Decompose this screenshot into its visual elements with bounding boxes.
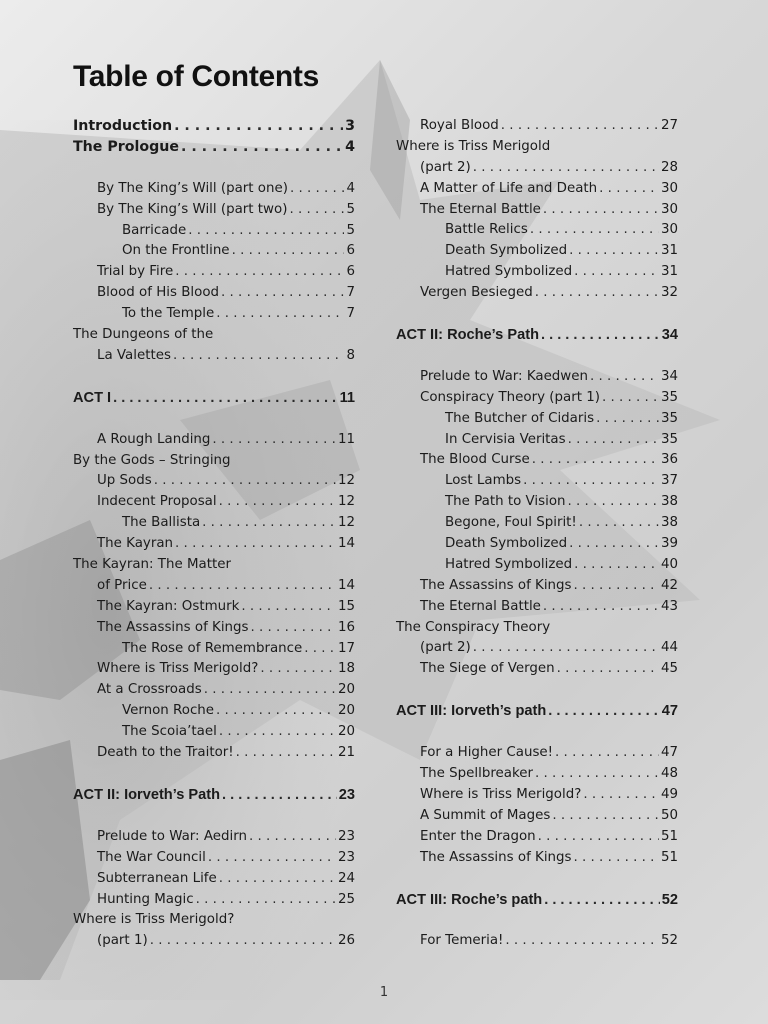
toc-entry-page: 20 — [337, 682, 355, 698]
toc-entry-title: By The King’s Will (part two) — [97, 201, 288, 217]
toc-entry-title: ACT I — [73, 389, 112, 406]
toc-entry-page: 45 — [660, 661, 678, 677]
toc-entry[interactable] — [73, 743, 355, 764]
dot-leader — [548, 701, 659, 722]
toc-entry[interactable] — [73, 597, 355, 618]
toc-entry-title: Prelude to War: Kaedwen — [420, 368, 588, 384]
toc-entry-title: The Rose of Remembrance — [122, 640, 303, 656]
dot-leader — [196, 890, 336, 911]
toc-entry-title: The Kayran — [97, 536, 174, 552]
section-spacer — [73, 806, 355, 827]
dot-leader — [188, 221, 344, 242]
toc-entry-title: Up Sods — [97, 473, 152, 489]
dot-leader — [154, 471, 336, 492]
dot-leader — [222, 785, 337, 806]
toc-entry-title: Barricade — [122, 222, 187, 238]
section-spacer — [73, 158, 355, 179]
dot-leader — [113, 388, 337, 409]
dot-leader — [568, 492, 659, 513]
toc-entry[interactable] — [73, 262, 355, 283]
dot-leader — [543, 200, 659, 221]
toc-entry-page: 23 — [338, 786, 355, 803]
toc-section-heading[interactable] — [73, 388, 355, 409]
dot-leader — [236, 743, 336, 764]
toc-entry-title: Trial by Fire — [97, 264, 174, 280]
dot-leader — [569, 534, 659, 555]
toc-entry-page: 21 — [337, 745, 355, 761]
dot-leader — [219, 492, 336, 513]
toc-entry[interactable] — [73, 492, 355, 513]
dot-leader — [530, 220, 659, 241]
toc-entry[interactable] — [73, 869, 355, 890]
dot-leader — [232, 241, 345, 262]
section-spacer — [396, 910, 678, 931]
toc-entry[interactable] — [73, 639, 355, 660]
dot-leader — [219, 722, 336, 743]
toc-entry-title: The Assassins of Kings — [97, 619, 249, 635]
toc-entry-page: 7 — [346, 306, 355, 322]
toc-entry-title: Enter the Dragon — [420, 828, 536, 844]
toc-entry[interactable] — [396, 262, 678, 283]
section-spacer — [396, 346, 678, 367]
toc-entry-line: Where is Triss Merigold? — [73, 912, 235, 928]
toc-entry-title: Where is Triss Merigold? — [420, 786, 582, 802]
toc-entry-page: 12 — [337, 494, 355, 510]
toc-entry[interactable] — [396, 283, 678, 304]
toc-entry-page: 52 — [661, 891, 678, 908]
dot-leader — [216, 701, 336, 722]
toc-entry-page: 49 — [660, 786, 678, 802]
toc-entry-page: 4 — [346, 180, 355, 196]
toc-entry-title: La Valettes — [97, 347, 171, 363]
toc-entry[interactable] — [73, 179, 355, 200]
toc-entry-title: The Eternal Battle — [420, 598, 541, 614]
toc-entry-page: 6 — [346, 243, 355, 259]
toc-entry-title: The War Council — [97, 849, 206, 865]
toc-entry-title: The Butcher of Cidaris — [445, 410, 595, 426]
toc-entry[interactable] — [396, 764, 678, 785]
toc-entry-line: The Conspiracy Theory — [396, 619, 551, 635]
toc-entry[interactable] — [73, 283, 355, 304]
section-spacer — [73, 764, 355, 785]
dot-leader — [505, 931, 659, 952]
toc-entry-page: 30 — [660, 180, 678, 196]
toc-entry[interactable] — [396, 827, 678, 848]
toc-entry[interactable] — [73, 513, 355, 534]
toc-entry-page: 35 — [660, 431, 678, 447]
toc-entry-page: 7 — [346, 285, 355, 301]
toc-entry[interactable] — [396, 806, 678, 827]
toc-entry-page: 48 — [660, 766, 678, 782]
toc-entry-title: On the Frontline — [122, 243, 230, 259]
toc-entry-title: (part 1) — [97, 933, 148, 949]
toc-entry-page: 34 — [661, 327, 678, 344]
toc-entry[interactable] — [73, 680, 355, 701]
toc-entry-title: By The King’s Will (part one) — [97, 180, 288, 196]
dot-leader — [599, 179, 659, 200]
toc-entry-page: 11 — [337, 431, 355, 447]
toc-entry-page: 20 — [337, 724, 355, 740]
dot-leader — [202, 513, 336, 534]
dot-leader — [174, 116, 343, 137]
toc-entry-title: Vernon Roche — [122, 703, 215, 719]
toc-entry-title: of Price — [97, 577, 147, 593]
dot-leader — [555, 743, 659, 764]
toc-entry-page: 35 — [660, 410, 678, 426]
toc-entry-title: Battle Relics — [445, 222, 528, 238]
dot-leader — [596, 409, 659, 430]
toc-entry-page: 36 — [660, 452, 678, 468]
toc-entry-title: Death Symbolized — [445, 536, 568, 552]
toc-entry-title: At a Crossroads — [97, 682, 202, 698]
toc-entry-page: 17 — [337, 640, 355, 656]
toc-entry-title: Royal Blood — [420, 118, 499, 133]
toc-entry-page: 42 — [660, 577, 678, 593]
dot-leader — [473, 158, 659, 179]
toc-entry[interactable] — [396, 158, 678, 179]
toc-entry-page: 39 — [660, 536, 678, 552]
toc-entry[interactable] — [396, 848, 678, 869]
toc-entry-title: To the Temple — [122, 306, 215, 322]
toc-entry-page: 14 — [337, 536, 355, 552]
toc-entry[interactable] — [396, 367, 678, 388]
toc-entry[interactable] — [73, 534, 355, 555]
toc-entry-page: 27 — [660, 118, 678, 133]
toc-section-heading[interactable] — [396, 890, 678, 911]
toc-entry[interactable] — [396, 785, 678, 806]
toc-entry-title: Indecent Proposal — [97, 494, 217, 510]
toc-entry[interactable] — [396, 576, 678, 597]
toc-entry-title: The Prologue — [73, 138, 179, 155]
toc-entry-title: Begone, Foul Spirit! — [445, 515, 577, 531]
dot-leader — [204, 680, 336, 701]
toc-entry-title: The Blood Curse — [420, 452, 530, 468]
toc-entry-title: Where is Triss Merigold? — [97, 661, 259, 677]
toc-entry[interactable] — [73, 722, 355, 743]
toc-entry-title: The Path to Vision — [445, 494, 566, 510]
dot-leader — [574, 848, 659, 869]
toc-entry-title: Death Symbolized — [445, 243, 568, 259]
toc-entry[interactable] — [73, 827, 355, 848]
toc-entry-title: A Summit of Mages — [420, 807, 551, 823]
toc-section-heading[interactable] — [73, 785, 355, 806]
toc-entry[interactable] — [73, 931, 355, 952]
toc-entry[interactable] — [73, 346, 355, 367]
toc-entry[interactable] — [73, 618, 355, 639]
toc-entry-title: Subterranean Life — [97, 870, 217, 886]
dot-leader — [568, 430, 659, 451]
toc-entry-page: 5 — [346, 222, 355, 238]
toc-entry-page: 52 — [660, 933, 678, 949]
toc-entry-page: 40 — [660, 556, 678, 572]
toc-entry[interactable] — [396, 116, 678, 137]
toc-entry-page: 3 — [345, 118, 355, 134]
toc-entry[interactable] — [73, 200, 355, 221]
toc-entry-page: 30 — [660, 201, 678, 217]
toc-entry-page: 31 — [660, 243, 678, 259]
toc-entry-title: The Assassins of Kings — [420, 849, 572, 865]
toc-entry-page: 5 — [346, 201, 355, 217]
dot-leader — [149, 576, 336, 597]
toc-section-heading[interactable] — [396, 325, 678, 346]
toc-entry[interactable] — [396, 492, 678, 513]
toc-entry-title: Blood of His Blood — [97, 285, 220, 301]
section-spacer — [396, 304, 678, 325]
toc-entry-title: For Temeria! — [420, 933, 504, 949]
toc-entry-title: In Cervisia Veritas — [445, 431, 566, 447]
toc-entry[interactable] — [73, 659, 355, 680]
toc-entry[interactable] — [73, 848, 355, 869]
toc-entry[interactable] — [396, 471, 678, 492]
toc-entry-page: 44 — [660, 640, 678, 656]
toc-entry-page: 11 — [339, 389, 355, 406]
toc-entry-title: Hatred Symbolized — [445, 556, 573, 572]
dot-leader — [523, 471, 659, 492]
toc-entry[interactable] — [73, 430, 355, 451]
toc-left-column — [73, 116, 355, 952]
toc-entry-page: 6 — [346, 264, 355, 280]
toc-entry-page: 16 — [337, 619, 355, 635]
toc-entry-page: 20 — [337, 703, 355, 719]
toc-entry-title: (part 2) — [420, 640, 471, 656]
toc-entry[interactable] — [396, 638, 678, 659]
toc-entry-page: 24 — [337, 870, 355, 886]
toc-entry-page: 12 — [337, 473, 355, 489]
toc-entry[interactable] — [396, 534, 678, 555]
toc-entry-page: 28 — [660, 159, 678, 175]
dot-leader — [541, 325, 660, 346]
dot-leader — [569, 241, 659, 262]
dot-leader — [552, 806, 659, 827]
toc-entry-title: Introduction — [73, 118, 173, 134]
dot-leader — [574, 262, 659, 283]
toc-entry-page: 30 — [660, 222, 678, 238]
toc-entry-page: 38 — [660, 515, 678, 531]
toc-entry-page: 47 — [660, 745, 678, 761]
dot-leader — [249, 827, 336, 848]
toc-entry-title: ACT III: Iorveth’s path — [396, 703, 547, 720]
dot-leader — [574, 576, 659, 597]
toc-section-heading[interactable] — [73, 116, 355, 137]
dot-leader — [538, 827, 659, 848]
dot-leader — [251, 618, 336, 639]
toc-entry-page: 50 — [660, 807, 678, 823]
dot-leader — [241, 597, 336, 618]
section-spacer — [396, 722, 678, 743]
dot-leader — [583, 785, 659, 806]
toc-entry-page: 18 — [337, 661, 355, 677]
toc-entry-page: 43 — [660, 598, 678, 614]
toc-entry-line: By the Gods – Stringing — [73, 452, 231, 468]
toc-entry-page: 31 — [660, 264, 678, 280]
toc-entry-line: Where is Triss Merigold — [396, 138, 551, 154]
dot-leader — [212, 430, 336, 451]
toc-section-heading[interactable] — [396, 701, 678, 722]
toc-entry-page: 51 — [660, 849, 678, 865]
page-number: 1 — [379, 985, 389, 1000]
toc-entry-title: The Kayran: Ostmurk — [97, 598, 240, 614]
toc-entry[interactable] — [73, 221, 355, 242]
toc-entry[interactable] — [396, 659, 678, 680]
toc-entry[interactable] — [73, 576, 355, 597]
toc-entry[interactable] — [73, 890, 355, 911]
toc-entry-page: 4 — [345, 138, 355, 155]
toc-entry-title: A Rough Landing — [97, 431, 211, 447]
toc-entry[interactable] — [396, 388, 678, 409]
section-spacer — [73, 409, 355, 430]
toc-entry-title: Hatred Symbolized — [445, 264, 573, 280]
dot-leader — [557, 659, 659, 680]
toc-entry[interactable] — [73, 701, 355, 722]
toc-entry-title: Conspiracy Theory (part 1) — [420, 389, 600, 405]
toc-entry-page: 26 — [337, 933, 355, 949]
toc-entry-page: 32 — [660, 285, 678, 301]
toc-entry-title: Lost Lambs — [445, 473, 522, 489]
toc-entry-page: 15 — [337, 598, 355, 614]
toc-entry-title: The Scoia’tael — [122, 724, 217, 740]
toc-entry-page: 34 — [660, 368, 678, 384]
toc-entry-title: Prelude to War: Aedirn — [97, 828, 247, 844]
page-title: Table of Contents — [73, 60, 320, 93]
toc-entry[interactable] — [396, 409, 678, 430]
section-spacer — [396, 869, 678, 890]
dot-leader — [260, 659, 336, 680]
toc-entry-page: 8 — [346, 347, 355, 363]
dot-leader — [304, 639, 336, 660]
section-spacer — [73, 367, 355, 388]
section-spacer — [396, 680, 678, 701]
toc-entry-title: The Assassins of Kings — [420, 577, 572, 593]
dot-leader — [602, 388, 659, 409]
dot-leader — [501, 116, 659, 137]
toc-entry[interactable] — [396, 430, 678, 451]
toc-entry-title: A Matter of Life and Death — [420, 180, 598, 196]
dot-leader — [175, 262, 344, 283]
dot-leader — [289, 200, 344, 221]
toc-entry[interactable] — [396, 597, 678, 618]
dot-leader — [208, 848, 336, 869]
toc-entry-page: 25 — [337, 891, 355, 907]
toc-entry-line: The Dungeons of the — [73, 327, 214, 343]
dot-leader — [590, 367, 659, 388]
dot-leader — [543, 597, 659, 618]
dot-leader — [532, 450, 659, 471]
dot-leader — [535, 764, 659, 785]
toc-entry-title: ACT II: Iorveth’s Path — [73, 786, 221, 803]
dot-leader — [290, 179, 345, 200]
toc-entry[interactable] — [396, 450, 678, 471]
toc-section-heading[interactable] — [73, 137, 355, 158]
dot-leader — [579, 513, 659, 534]
toc-entry[interactable] — [396, 179, 678, 200]
toc-entry-page: 23 — [337, 828, 355, 844]
dot-leader — [173, 346, 345, 367]
dot-leader — [181, 137, 343, 158]
toc-entry-page: 38 — [660, 494, 678, 510]
toc-entry-page: 35 — [660, 389, 678, 405]
toc-entry[interactable] — [73, 471, 355, 492]
toc-entry[interactable] — [396, 743, 678, 764]
toc-entry[interactable] — [396, 555, 678, 576]
toc-entry-title: The Spellbreaker — [420, 766, 534, 782]
toc-entry-page: 12 — [337, 515, 355, 531]
toc-entry-page: 47 — [661, 703, 678, 720]
toc-entry-title: For a Higher Cause! — [420, 745, 554, 761]
toc-entry[interactable] — [396, 241, 678, 262]
dot-leader — [574, 555, 659, 576]
toc-entry-title: (part 2) — [420, 159, 471, 175]
toc-entry-title: Vergen Besieged — [420, 285, 533, 301]
dot-leader — [535, 283, 659, 304]
toc-entry[interactable] — [73, 304, 355, 325]
dot-leader — [473, 638, 659, 659]
toc-entry-title: ACT II: Roche’s Path — [396, 327, 539, 344]
toc-entry[interactable] — [396, 200, 678, 221]
toc-entry[interactable] — [73, 241, 355, 262]
toc-entry-title: The Ballista — [122, 515, 201, 531]
toc-entry[interactable] — [396, 513, 678, 534]
toc-entry[interactable] — [396, 220, 678, 241]
toc-entry-title: ACT III: Roche’s path — [396, 891, 543, 908]
dot-leader — [150, 931, 336, 952]
toc-entry-page: 37 — [660, 473, 678, 489]
toc-entry-title: The Eternal Battle — [420, 201, 541, 217]
dot-leader — [221, 283, 344, 304]
toc-entry-title: Hunting Magic — [97, 891, 194, 907]
toc-entry[interactable] — [396, 931, 678, 952]
toc-entry-line: The Kayran: The Matter — [73, 557, 231, 573]
toc-entry-page: 14 — [337, 577, 355, 593]
dot-leader — [544, 890, 660, 911]
toc-right-column — [396, 116, 678, 952]
dot-leader — [175, 534, 336, 555]
toc-entry-page: 23 — [337, 849, 355, 865]
dot-leader — [219, 869, 336, 890]
toc-entry-title: Death to the Traitor! — [97, 745, 234, 761]
dot-leader — [216, 304, 344, 325]
toc-entry-page: 51 — [660, 828, 678, 844]
toc-entry-title: The Siege of Vergen — [420, 661, 555, 677]
